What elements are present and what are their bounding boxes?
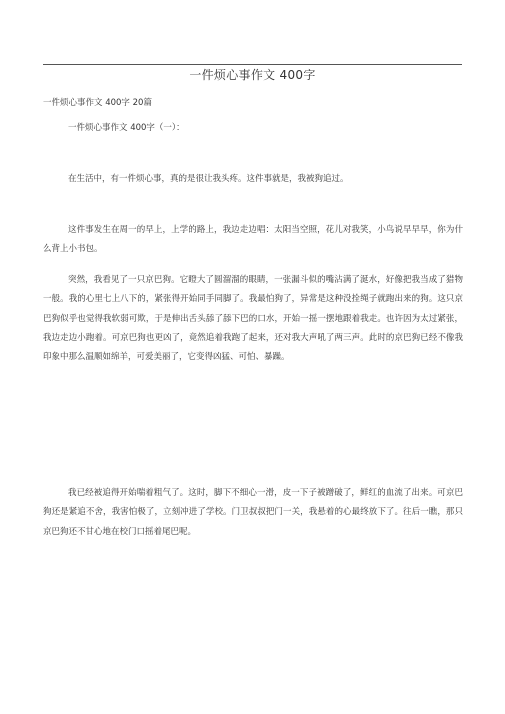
header-rule xyxy=(43,64,462,65)
paragraph-1: 在生活中，有一件烦心事，真的是很让我头疼。这件事就是，我被狗追过。 xyxy=(68,174,349,184)
section-heading: 一件烦心事作文 400字（一）： xyxy=(68,123,185,133)
paragraph-4: 我已经被追得开始喘着粗气了。这时，脚下不细心一滑，皮一下子被蹭破了，鲜红的血流了出来。可京巴狗还是紧追不舍，我害怕极了，立刻冲进了学校。门卫叔叔把门一关，我悬着的心最终放下了。往后一瞧，那只京巴狗还不甘心地在校门口摇着尾巴呢。 xyxy=(43,488,463,537)
document-title: 一件烦心事作文 400字 xyxy=(189,68,316,82)
document-subtitle: 一件烦心事作文 400字 20篇 xyxy=(43,98,152,108)
paragraph-2: 这件事发生在周一的早上，上学的路上，我边走边唱：太阳当空照，花儿对我笑，小鸟说早早早，你为什么背上小书包。 xyxy=(43,225,463,255)
paragraph-3: 突然，我看见了一只京巴狗。它瞪大了圆溜溜的眼睛，一张漏斗似的嘴沾满了涎水，好像把我当成了猎物一般。我的心里七上八下的，紧张得开始同手同脚了。我最怕狗了，异常是这种没拴绳子就跑出来的狗。这只京巴狗似乎也觉得我软弱可欺，于是伸出舌头舔了舔下巴的口水，开始一摇一摆地跟着我走。也许因为太过紧张，我边走边小跑着。可京巴狗也更凶了，竟然追着我跑了起来，还对我大声吼了两三声。此时的京巴狗已经不像我印象中那么温顺如绵羊，可爱美丽了，它变得凶猛、可怕、暴躁。 xyxy=(43,275,463,363)
